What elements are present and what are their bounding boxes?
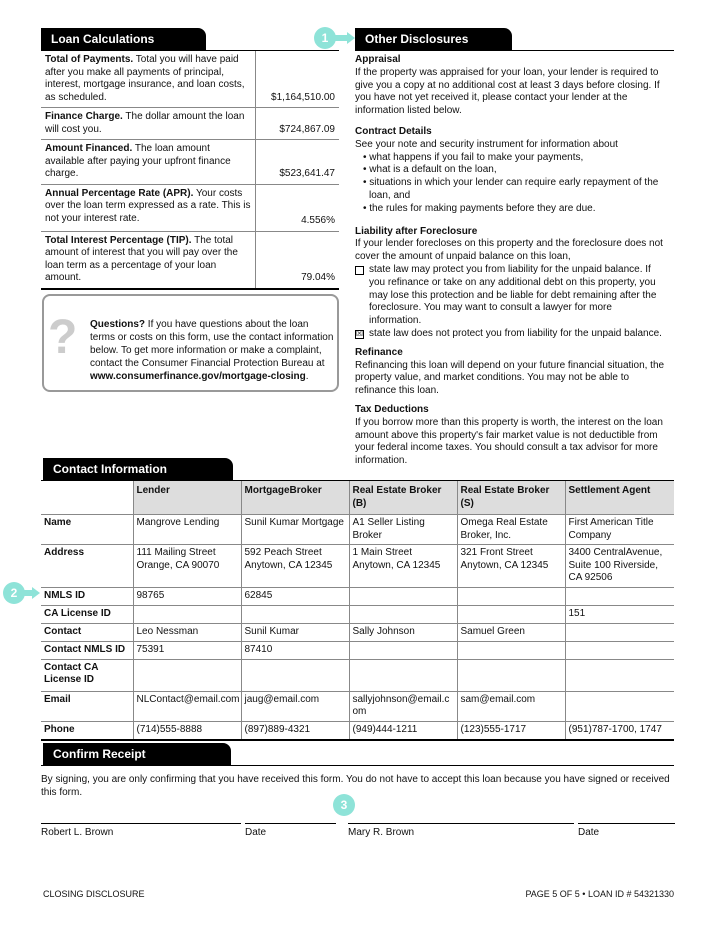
other-disclosures — [355, 50, 665, 468]
row-value: $724,867.09 — [255, 108, 339, 140]
row-label: Total of Payments. — [45, 54, 134, 65]
row-desc: The loan amount available after paying your upfront finance charge. — [45, 143, 231, 179]
row-desc: Your costs over the loan term expressed as a rate. This is not your interest rate. — [45, 187, 251, 224]
table-cell — [457, 588, 565, 606]
marker-2: 2 — [3, 582, 25, 604]
table-cell — [457, 659, 565, 691]
row-desc: The dollar amount the loan will cost you. — [45, 111, 245, 135]
questions-text — [90, 318, 335, 383]
row-desc: Total you will have paid after you make all payments of principal, interest, mortgage insurance, and loan costs, as scheduled. — [45, 54, 245, 103]
table-cell: (949)444-1211 — [349, 721, 457, 740]
column-header: MortgageBroker — [241, 481, 349, 515]
date-line-coborrower[interactable]: Date — [578, 823, 675, 840]
table-cell: (951)787-1700, 1747 — [565, 721, 674, 740]
option-label: state law does not protect you from liability for the unpaid balance. — [369, 327, 662, 339]
row-label: Annual Percentage Rate (APR). — [45, 187, 194, 199]
table-row — [41, 623, 674, 641]
liability-text: If your lender forecloses on this property and the foreclosure does not cover the amount of unpaid balance on this loan, — [355, 238, 663, 263]
row-label: Phone — [41, 721, 133, 740]
column-header: Real Estate Broker (S) — [457, 481, 565, 515]
table-cell: 3400 CentralAvenue, Suite 100 Riverside, CA 92506 — [565, 545, 674, 588]
liability-heading: Liability after Foreclosure — [355, 225, 478, 237]
table-row — [41, 108, 339, 140]
tax-heading: Tax Deductions — [355, 403, 429, 415]
table-row — [41, 231, 339, 289]
table-cell — [133, 659, 241, 691]
table-cell — [565, 659, 674, 691]
checkbox-checked[interactable]: ☒ — [355, 329, 364, 339]
table-cell — [349, 659, 457, 691]
table-row — [41, 51, 339, 108]
row-value: 79.04% — [255, 231, 339, 289]
table-row — [41, 140, 339, 185]
row-value: 4.556% — [255, 184, 339, 231]
table-cell: (123)555-1717 — [457, 721, 565, 740]
row-label: Name — [41, 515, 133, 545]
table-cell: 87410 — [241, 641, 349, 659]
signature-line-borrower[interactable]: Robert L. Brown — [41, 823, 241, 840]
refinance-text: Refinancing this loan will depend on your future financial situation, the property value, and market conditions. You may not be able to refinance this loan. — [355, 359, 665, 397]
table-row — [41, 641, 674, 659]
table-cell[interactable]: jaug@email.com — [241, 691, 349, 721]
arrow-head-icon — [32, 587, 40, 599]
row-desc: The total amount of interest that you will pay over the loan term as a percentage of your loan amount. — [45, 234, 238, 283]
option-label: state law may protect you from liability for the unpaid balance. If you refinance or take on any additional debt on this property, you may lose this protection and be liable for debt remaining after the foreclosure. You may want to consult a lawyer for more information. — [369, 263, 657, 327]
row-label: Address — [41, 545, 133, 588]
table-row — [41, 605, 674, 623]
table-cell: (897)889-4321 — [241, 721, 349, 740]
table-row — [41, 721, 674, 740]
table-cell — [349, 605, 457, 623]
row-label: Email — [41, 691, 133, 721]
table-cell — [349, 588, 457, 606]
signature-line-coborrower[interactable]: Mary R. Brown — [348, 823, 574, 840]
question-mark-icon: ? — [48, 311, 78, 364]
footer-page-info: PAGE 5 OF 5 • LOAN ID # 54321330 — [525, 889, 674, 899]
table-cell[interactable]: sam@email.com — [457, 691, 565, 721]
table-cell — [565, 691, 674, 721]
contact-table — [41, 481, 674, 741]
table-cell: 1 Main Street Anytown, CA 12345 — [349, 545, 457, 588]
cfpb-link[interactable]: www.consumerfinance.gov/mortgage-closing — [90, 371, 306, 382]
table-cell — [457, 605, 565, 623]
questions-body: If you have questions about the loan terms or costs on this form, use the contact information below. To get more information or make a complaint, contact the Consumer Financial Protection Bureau at — [90, 319, 334, 369]
footer-title: CLOSING DISCLOSURE — [43, 889, 145, 899]
row-value: $523,641.47 — [255, 140, 339, 185]
table-row — [41, 588, 674, 606]
table-row — [41, 691, 674, 721]
contract-heading: Contract Details — [355, 125, 432, 137]
confirm-receipt-header: Confirm Receipt — [43, 743, 231, 765]
confirm-rule — [41, 765, 674, 766]
table-cell: 321 Front Street Anytown, CA 12345 — [457, 545, 565, 588]
questions-label: Questions? — [90, 319, 146, 330]
table-row — [41, 545, 674, 588]
date-line-borrower[interactable]: Date — [245, 823, 336, 840]
contract-list — [355, 152, 665, 216]
list-item: • the rules for making payments before they are due. — [363, 203, 665, 216]
list-item: • what happens if you fail to make your payments, — [363, 152, 665, 165]
questions-box — [42, 294, 339, 392]
table-cell: Sunil Kumar — [241, 623, 349, 641]
liability-option-1 — [355, 264, 665, 328]
table-cell — [565, 623, 674, 641]
other-disclosures-header: Other Disclosures — [355, 28, 512, 50]
row-value: $1,164,510.00 — [255, 51, 339, 108]
checkbox-unchecked[interactable] — [355, 266, 364, 275]
appraisal-heading: Appraisal — [355, 54, 401, 65]
loan-calculations-table — [41, 51, 339, 290]
row-label: Amount Financed. — [45, 143, 133, 154]
list-item: • situations in which your lender can require early repayment of the loan, and — [363, 177, 665, 203]
table-cell: 111 Mailing Street Orange, CA 90070 — [133, 545, 241, 588]
arrow-head-icon — [347, 32, 355, 44]
table-cell — [241, 659, 349, 691]
row-label: Finance Charge. — [45, 111, 123, 122]
table-cell: (714)555-8888 — [133, 721, 241, 740]
row-label: Contact — [41, 623, 133, 641]
table-cell: 75391 — [133, 641, 241, 659]
refinance-heading: Refinance — [355, 346, 403, 358]
table-cell — [565, 588, 674, 606]
table-cell: A1 Seller Listing Broker — [349, 515, 457, 545]
row-label: Total Interest Percentage (TIP). — [45, 234, 192, 246]
table-header-row — [41, 481, 674, 515]
column-header — [41, 481, 133, 515]
contact-information-header: Contact Information — [43, 458, 233, 480]
table-row — [41, 659, 674, 691]
table-cell — [457, 641, 565, 659]
column-header: Real Estate Broker (B) — [349, 481, 457, 515]
loan-calculations-header: Loan Calculations — [41, 28, 206, 50]
table-cell — [133, 605, 241, 623]
table-cell: Mangrove Lending — [133, 515, 241, 545]
list-item: • what is a default on the loan, — [363, 164, 665, 177]
table-cell: 151 — [565, 605, 674, 623]
table-cell: Samuel Green — [457, 623, 565, 641]
table-cell — [565, 641, 674, 659]
table-cell — [241, 605, 349, 623]
marker-1: 1 — [314, 27, 336, 49]
table-cell: 592 Peach Street Anytown, CA 12345 — [241, 545, 349, 588]
row-label: Contact CA License ID — [41, 659, 133, 691]
liability-option-2 — [355, 328, 665, 341]
table-cell — [349, 641, 457, 659]
table-cell: Sunil Kumar Mortgage — [241, 515, 349, 545]
contract-text: See your note and security instrument for information about — [355, 138, 618, 150]
row-label: CA License ID — [41, 605, 133, 623]
table-cell[interactable]: NLContact@email.com — [133, 691, 241, 721]
table-cell: 62845 — [241, 588, 349, 606]
marker-3: 3 — [333, 794, 355, 816]
row-label: Contact NMLS ID — [41, 641, 133, 659]
appraisal-text: If the property was appraised for your loan, your lender is required to give you a copy at no additional cost at least 3 days before closing. If you have not yet received it, please contact your lender at the information listed below. — [355, 66, 660, 117]
questions-end: . — [305, 371, 309, 382]
table-cell: First American Title Company — [565, 515, 674, 545]
table-row — [41, 184, 339, 231]
table-cell: 98765 — [133, 588, 241, 606]
column-header: Settlement Agent — [565, 481, 674, 515]
column-header: Lender — [133, 481, 241, 515]
tax-text: If you borrow more than this property is worth, the interest on the loan amount above this property's fair market value is not deductible from your federal income taxes. You should consult a tax advisor for more information. — [355, 416, 663, 467]
table-row — [41, 515, 674, 545]
table-cell: Sally Johnson — [349, 623, 457, 641]
table-cell: Omega Real Estate Broker, Inc. — [457, 515, 565, 545]
confirm-text: By signing, you are only confirming that you have received this form. You do not have to accept this loan because you have signed or received this form. — [41, 774, 670, 798]
table-cell[interactable]: sallyjohnson@email.com — [349, 691, 457, 721]
table-cell: Leo Nessman — [133, 623, 241, 641]
row-label: NMLS ID — [41, 588, 133, 606]
